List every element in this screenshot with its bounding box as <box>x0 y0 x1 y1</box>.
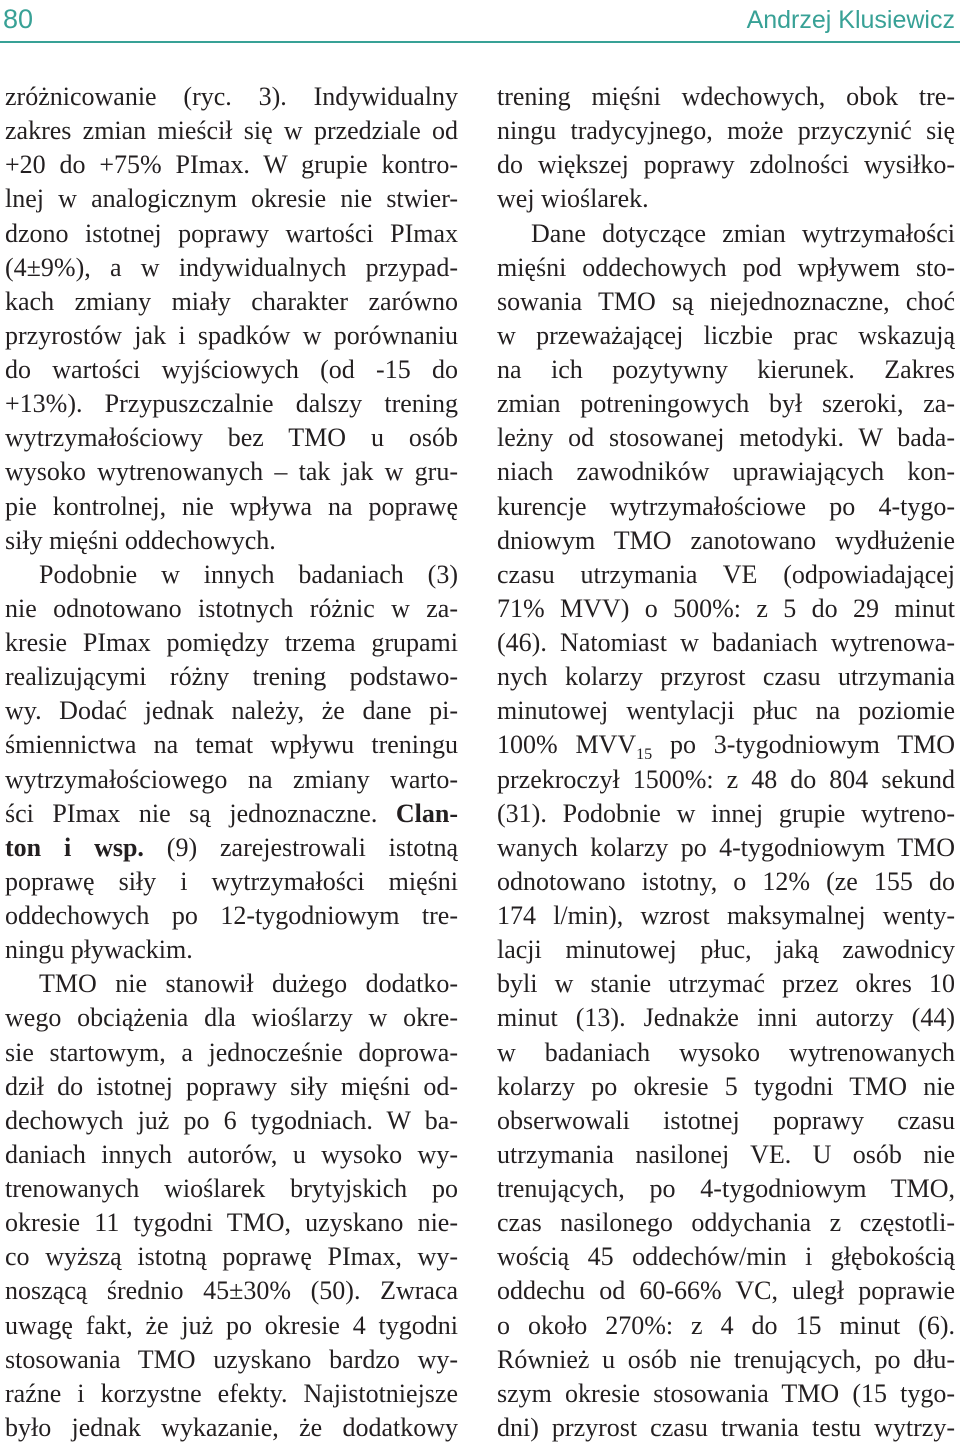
text-line <box>5 797 458 831</box>
text-line: sie startowym, a jednocześnie doprowa- <box>5 1037 458 1067</box>
text-line: na ich pozytywny kierunek. Zakres <box>497 355 955 384</box>
text-line: Podobnie w innych badaniach (3) <box>39 559 458 589</box>
text-line: wością 45 oddechów/min i głębokością <box>497 1242 955 1272</box>
text-line: do wartości wyjściowych (od -15 do <box>5 355 458 384</box>
text-line: lacji minutowej płuc, jaką zawodnicy <box>497 935 955 965</box>
text-line: (4±9%), a w indywidualnych przypad- <box>5 252 458 282</box>
text-line: byli w stanie utrzymać przez okres 10 <box>497 969 955 999</box>
text-line: stosowania TMO uzyskano bardzo wy- <box>5 1344 458 1374</box>
text-line: trenowanych wioślarek brytyjskich po <box>5 1174 458 1203</box>
text-line: kresie PImax pomiędzy trzema grupami <box>5 628 458 657</box>
text-line: realizującymi różny trening podstawo- <box>5 662 458 692</box>
text-line: noszącą średnio 45±30% (50). Zwraca <box>5 1276 458 1306</box>
text-line: zakres zmian mieścił się w przedziale od <box>5 116 458 146</box>
text-line: nie odnotowano istotnych różnic w za- <box>5 593 458 623</box>
left-text-column <box>5 80 458 1445</box>
text-line: TMO nie stanowił dużego dodatko- <box>39 969 458 999</box>
text-line: raźne i korzystne efekty. Najistotniejsze <box>5 1378 458 1408</box>
text-line: wego obciążenia dla wioślarzy w okre- <box>5 1003 458 1033</box>
text-segment: ści PImax nie są jednoznaczne. <box>5 798 396 828</box>
text-line: siły mięśni oddechowych. <box>5 525 276 555</box>
text-line: ningu tradycyjnego, może przyczynić się <box>497 116 955 146</box>
text-line: przekroczył 1500%: z 48 do 804 sekund <box>497 764 955 794</box>
text-line: +20 do +75% PImax. W grupie kontro- <box>5 150 458 180</box>
text-line: zróżnicowanie (ryc. 3). Indywidualny <box>5 82 458 111</box>
text-line: poprawę siły i wytrzymałości mięśni <box>5 866 458 896</box>
text-line: oddechu od 60-66% VC, uległ poprawie <box>497 1276 955 1306</box>
bold-text: ton i wsp. <box>5 832 144 862</box>
text-line: szym okresie stosowania TMO (15 tygo- <box>497 1378 955 1408</box>
text-line: uwagę fakt, że już po okresie 4 tygodni <box>5 1310 458 1340</box>
text-line: trening mięśni wdechowych, obok tre- <box>497 82 955 111</box>
text-line: mięśni oddechowych pod wpływem sto- <box>497 252 955 282</box>
header-rule <box>0 41 960 43</box>
text-line: wysoko wytrenowanych – tak jak w gru- <box>5 457 458 487</box>
paragraph <box>497 80 955 217</box>
text-segment: (9) zarejestrowali istotną <box>143 832 458 862</box>
running-head <box>0 0 960 40</box>
text-line: do większej poprawy zdolności wysiłko- <box>497 150 955 180</box>
text-line: w badaniach wysoko wytrenowanych <box>497 1037 955 1067</box>
text-line: o około 270%: z 4 do 15 minut (6). <box>497 1310 955 1340</box>
text-line: dzono istotnej poprawy wartości PImax <box>5 218 458 248</box>
paragraph <box>497 217 955 1446</box>
text-line: 174 l/min), wzrost maksymalnej wenty- <box>497 901 955 930</box>
text-line: odnotowano istotny, o 12% (ze 155 do <box>497 866 955 896</box>
text-line: lnej w analogicznym okresie nie stwier- <box>5 184 458 214</box>
text-line: niach zawodników uprawiających kon- <box>497 457 955 487</box>
paragraph <box>5 967 458 1445</box>
text-line: wej wioślarek. <box>497 184 649 214</box>
text-line: dniowym TMO zanotowano wydłużenie <box>497 525 955 555</box>
text-line: wy. Dodać jednak należy, że dane pi- <box>5 696 458 726</box>
text-line: kolarzy po okresie 5 tygodni TMO nie <box>497 1071 955 1101</box>
text-line: czas nasilonego oddychania z częstotli- <box>497 1208 955 1238</box>
text-line: nych kolarzy przyrost czasu utrzymania <box>497 662 955 692</box>
text-line: minut (13). Jednakże inni autorzy (44) <box>497 1003 955 1033</box>
right-text-column <box>497 80 955 1445</box>
text-line: minutowej wentylacji płuc na poziomie <box>497 696 955 726</box>
text-line: (31). Podobnie w innej grupie wytreno- <box>497 798 955 828</box>
text-line: wytrzymałościowego na zmiany warto- <box>5 764 458 794</box>
text-line: wytrzymałościowy bez TMO u osób <box>5 423 458 453</box>
text-line <box>497 728 955 762</box>
page-number: 80 <box>3 4 34 34</box>
text-line: 71% MVV) o 500%: z 5 do 29 minut <box>497 593 955 623</box>
text-line: czasu utrzymania VE (odpowiadającej <box>497 559 955 589</box>
running-head-author: Andrzej Klusiewicz <box>746 6 955 34</box>
text-line: leżny od stosowanej metodyki. W bada- <box>497 423 955 453</box>
text-line: ningu pływackim. <box>5 935 193 965</box>
text-line: trenujących, po 4-tygodniowym TMO, <box>497 1174 955 1203</box>
text-line: pie kontrolnej, nie wpływa na poprawę <box>5 491 458 521</box>
text-line: kach zmiany miały charakter zarówno <box>5 286 458 316</box>
text-line: Dane dotyczące zmian wytrzymałości <box>531 218 955 248</box>
text-line: co wyższą istotną poprawę PImax, wy- <box>5 1242 458 1272</box>
paragraph <box>5 558 458 968</box>
text-line <box>5 831 458 865</box>
text-line: okresie 11 tygodni TMO, uzyskano nie- <box>5 1208 458 1238</box>
subscript-text: 15 <box>636 746 653 763</box>
text-line: obserwowali istotnej poprawy czasu <box>497 1105 955 1135</box>
text-line: Również u osób nie trenujących, po dłu- <box>497 1344 955 1374</box>
text-line: utrzymania nasilonej VE. U osób nie <box>497 1139 955 1169</box>
text-line: (46). Natomiast w badaniach wytrenowa- <box>497 628 955 657</box>
text-line: daniach innych autorów, u wysoko wy- <box>5 1139 458 1169</box>
paragraph <box>5 80 458 558</box>
text-line: było jednak wykazanie, że dodatkowy <box>5 1412 458 1442</box>
text-line: zmian potreningowych był szeroki, za- <box>497 389 955 419</box>
text-line: kurencje wytrzymałościowe po 4-tygo- <box>497 491 955 521</box>
text-line: śmiennictwa na temat wpływu treningu <box>5 730 458 760</box>
text-segment: 100% MVV <box>497 730 637 760</box>
text-line: dechowych już po 6 tygodniach. W ba- <box>5 1105 458 1135</box>
text-line: przyrostów jak i spadków w porównaniu <box>5 320 458 350</box>
bold-text: Clan- <box>395 798 458 828</box>
text-line: dził do istotnej poprawy siły mięśni od- <box>5 1071 458 1101</box>
text-segment: po 3-tygodniowym TMO <box>652 730 955 760</box>
text-line: oddechowych po 12-tygodniowym tre- <box>5 901 458 930</box>
text-line: sowania TMO są niejednoznaczne, choć <box>497 286 955 316</box>
text-line: dni) przyrost czasu trwania testu wytrzy- <box>497 1412 955 1442</box>
text-line: wanych kolarzy po 4-tygodniowym TMO <box>497 832 955 862</box>
text-line: w przeważającej liczbie prac wskazują <box>497 320 955 350</box>
text-line: +13%). Przypuszczalnie dalszy trening <box>5 389 458 419</box>
